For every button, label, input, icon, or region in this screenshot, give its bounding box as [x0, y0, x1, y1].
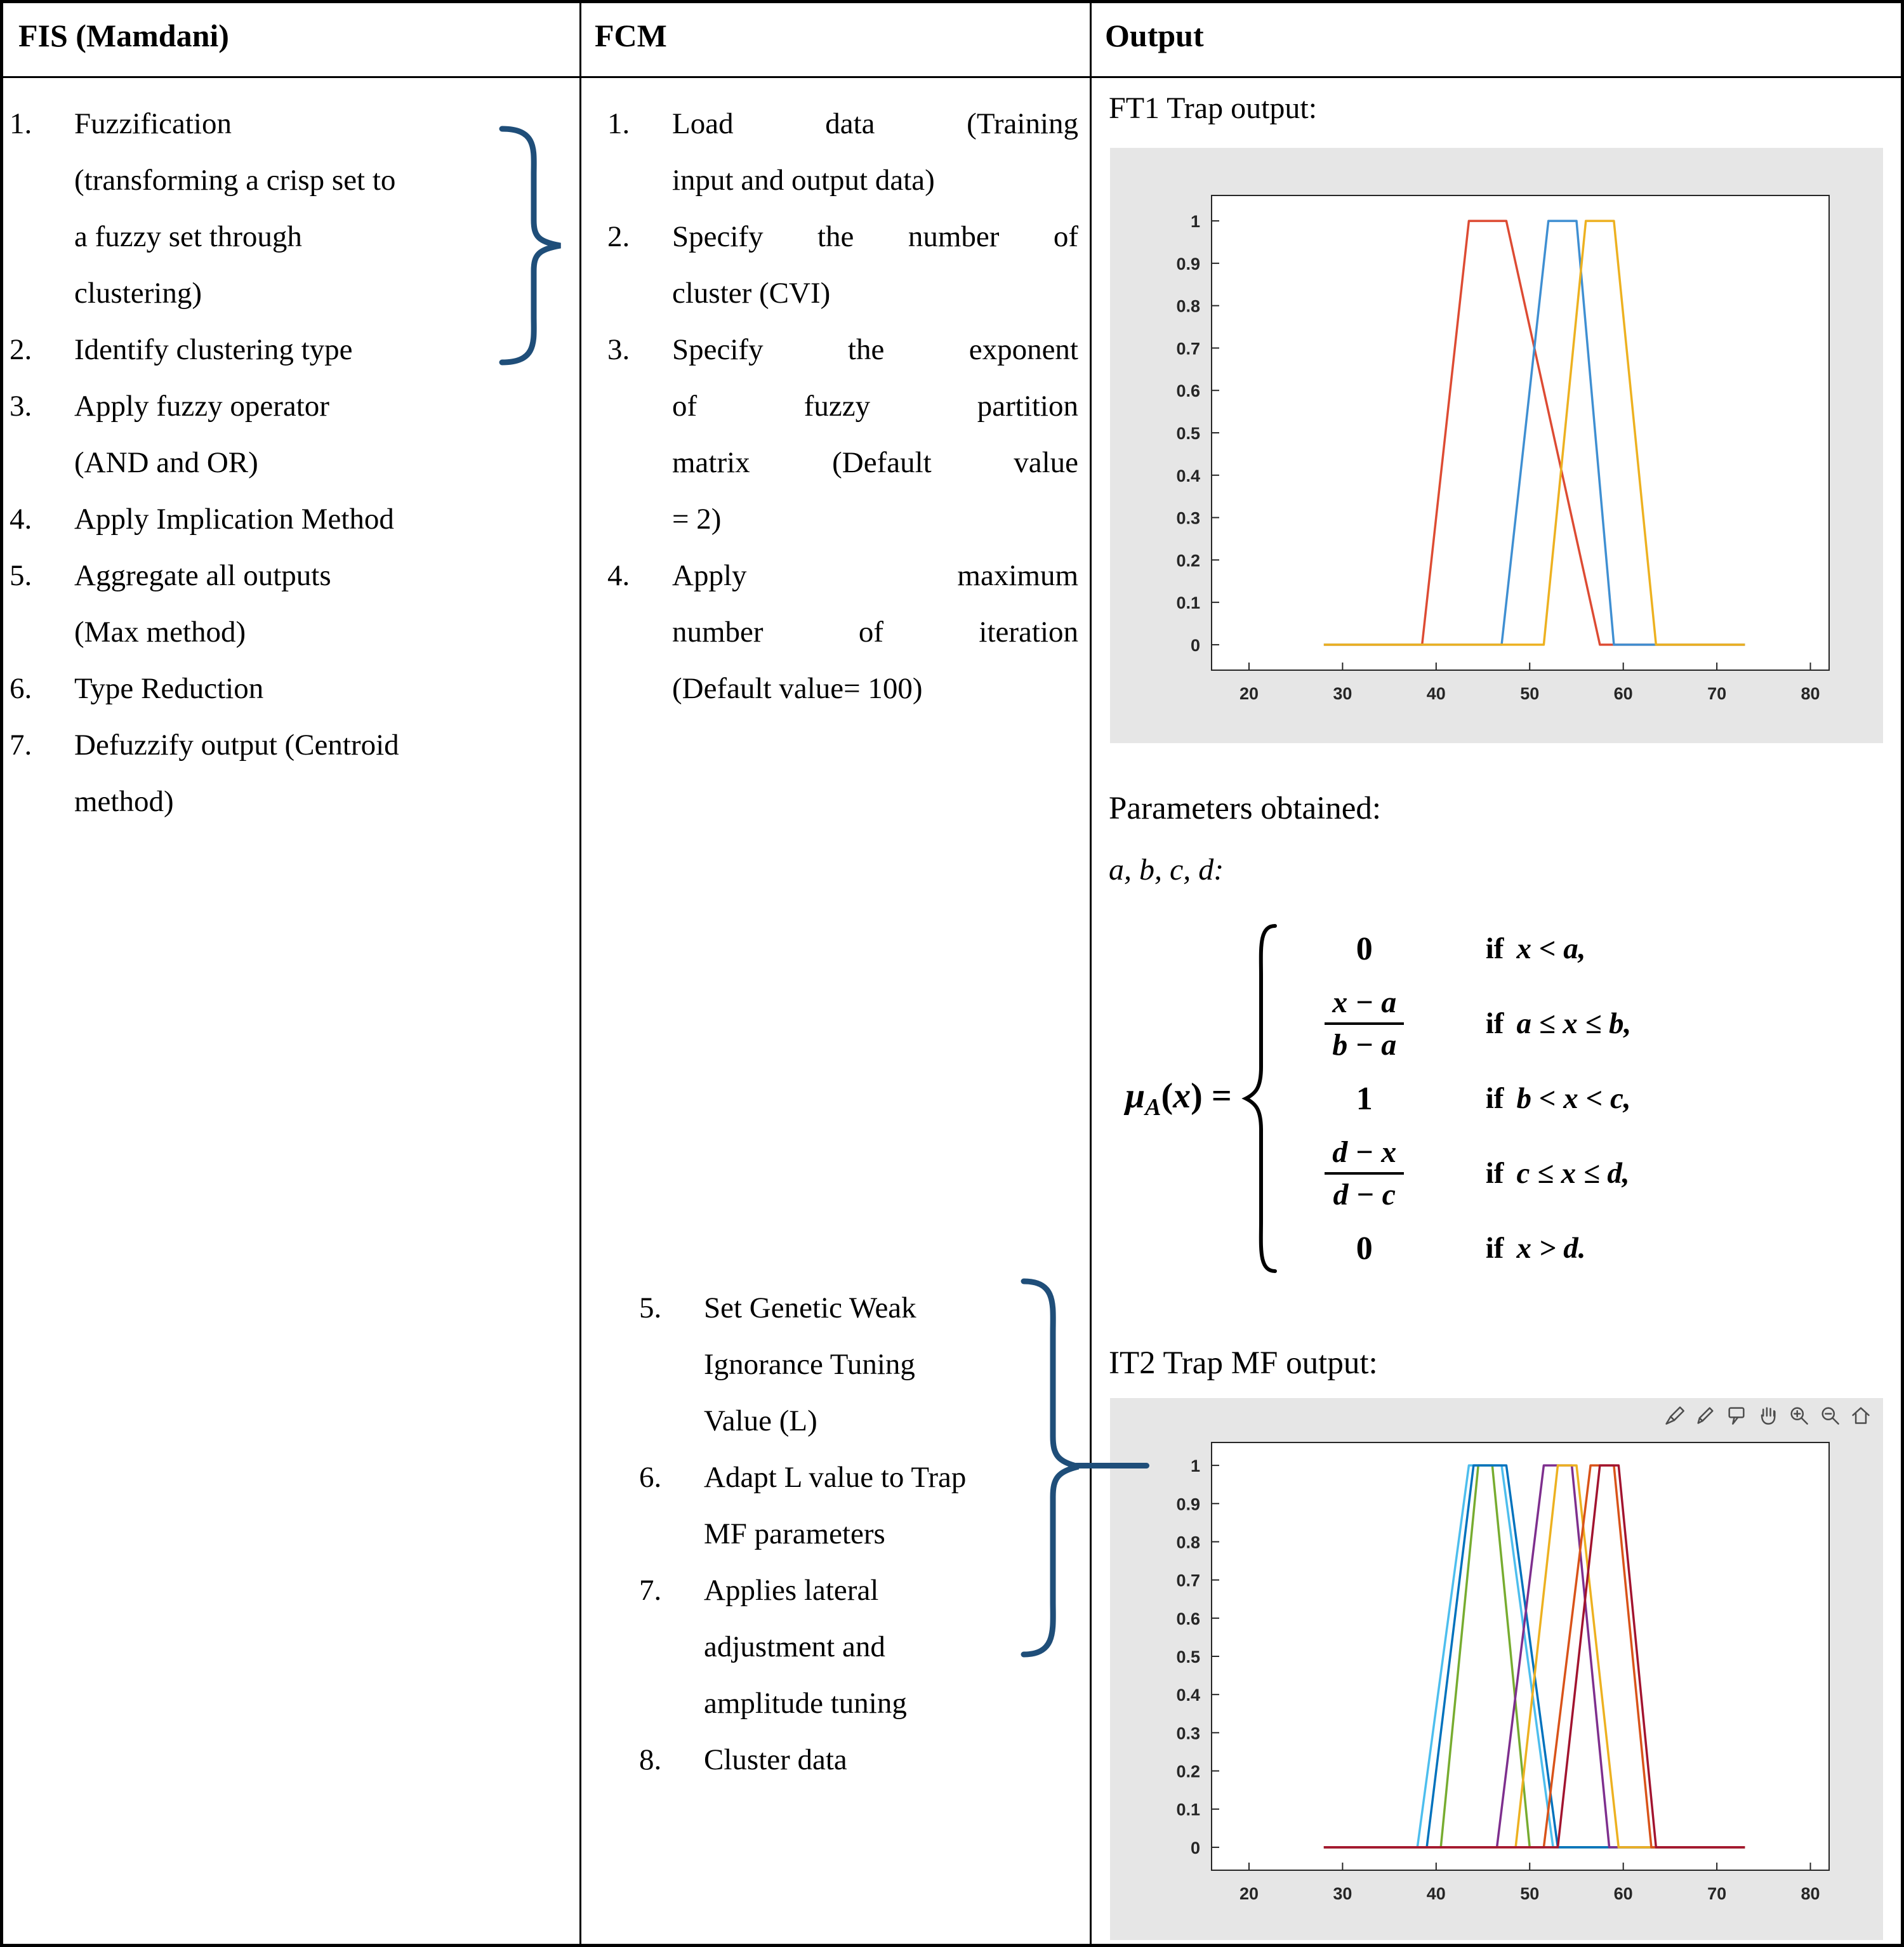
- column-header-output: Output: [1105, 18, 1204, 53]
- y-tick-label: 0.7: [1176, 1571, 1200, 1590]
- x-tick-label: 20: [1239, 684, 1259, 703]
- y-tick-label: 0.4: [1176, 466, 1200, 485]
- column-divider: [579, 3, 581, 1944]
- list-item-number: 1.: [10, 107, 32, 140]
- pan-icon[interactable]: [1757, 1404, 1778, 1426]
- list-item-text: [672, 322, 1078, 548]
- fcm-steps-list-part2: [639, 1280, 1083, 1788]
- list-item: [639, 1732, 1083, 1788]
- formula-case-row: [1285, 1072, 1632, 1125]
- list-item-number: 4.: [607, 559, 630, 592]
- home-icon[interactable]: [1850, 1404, 1872, 1426]
- y-tick-label: 0.3: [1176, 508, 1200, 528]
- list-item-line: Fuzzification: [74, 107, 232, 140]
- list-item-number: 6.: [639, 1461, 662, 1494]
- formula-case-row: [1285, 1125, 1632, 1222]
- list-item-text: [672, 209, 1078, 322]
- formula-case-value: 0: [1356, 1230, 1373, 1267]
- list-item-text: [672, 96, 1078, 209]
- list-item-number: 4.: [10, 503, 32, 536]
- list-item-line: cluster (CVI): [672, 277, 831, 310]
- list-item: [10, 378, 573, 491]
- fcm-steps-list-part1: [607, 96, 1078, 717]
- list-item-number: 2.: [607, 220, 630, 253]
- condition-expression: a ≤ x ≤ b,: [1516, 1007, 1632, 1040]
- if-keyword: if: [1485, 1007, 1504, 1040]
- list-item-line: Apply maximum: [672, 559, 1078, 592]
- list-item: [607, 96, 1078, 209]
- it2-trap-chart-panel: [1110, 1398, 1883, 1940]
- x-tick-label: 20: [1239, 1884, 1259, 1903]
- x-tick-label: 60: [1613, 684, 1633, 703]
- formula-case-condition: [1486, 932, 1586, 966]
- formula-case-row: [1285, 922, 1632, 975]
- formula-case-condition: [1486, 1156, 1630, 1191]
- x-tick-label: 70: [1707, 1884, 1727, 1903]
- list-item-line: Identify clustering type: [74, 333, 353, 366]
- parameters-obtained-label: Parameters obtained:: [1109, 791, 1382, 826]
- list-item-number: 5.: [639, 1291, 662, 1324]
- x-tick-label: 50: [1520, 1884, 1540, 1903]
- condition-expression: x < a,: [1516, 932, 1586, 965]
- list-item-line: MF parameters: [704, 1517, 885, 1550]
- formula-case-condition: [1486, 1081, 1631, 1116]
- ft1-output-label: FT1 Trap output:: [1109, 91, 1318, 125]
- if-keyword: if: [1485, 1232, 1504, 1265]
- brace-annotation-fis: [497, 125, 567, 366]
- condition-expression: b < x < c,: [1516, 1082, 1631, 1115]
- fraction-numerator: d − x: [1325, 1135, 1404, 1175]
- fraction: [1325, 985, 1404, 1062]
- formula-case-value: 0: [1356, 930, 1373, 967]
- pencil-icon[interactable]: [1695, 1404, 1716, 1426]
- list-item: [10, 96, 573, 322]
- fraction-denominator: d − c: [1333, 1178, 1396, 1211]
- fraction: [1325, 1135, 1404, 1212]
- list-item-line: (transforming a crisp set to: [74, 164, 396, 197]
- brush-icon[interactable]: [1663, 1404, 1685, 1426]
- formula-left-brace: [1241, 922, 1279, 1275]
- datatip-icon[interactable]: [1726, 1404, 1747, 1426]
- list-item-text: [74, 548, 573, 661]
- list-item-text: [74, 491, 573, 548]
- condition-expression: x > d.: [1516, 1232, 1586, 1265]
- list-item-line: (Default value= 100): [672, 672, 923, 705]
- list-item: [639, 1562, 1083, 1732]
- fis-steps-list: [10, 96, 573, 830]
- y-tick-label: 0.4: [1176, 1686, 1200, 1705]
- condition-expression: c ≤ x ≤ d,: [1516, 1157, 1630, 1190]
- formula-case-row: [1285, 975, 1632, 1072]
- list-item-text: [74, 378, 573, 491]
- list-item-line: method): [74, 785, 174, 818]
- x-tick-label: 30: [1333, 684, 1352, 703]
- if-keyword: if: [1485, 1157, 1504, 1190]
- figure-toolbar: [1663, 1404, 1872, 1426]
- zoom-in-icon[interactable]: [1788, 1404, 1809, 1426]
- list-item-text: [672, 548, 1078, 717]
- list-item-line: Value (L): [704, 1404, 817, 1437]
- y-tick-label: 0.3: [1176, 1724, 1200, 1743]
- formula-lhs: $\mu_A(x)$ =: [1125, 1076, 1232, 1121]
- formula-case-condition: [1486, 1231, 1586, 1265]
- y-tick-label: 0.7: [1176, 339, 1200, 359]
- list-item: [10, 491, 573, 548]
- formula-cases: [1285, 922, 1632, 1275]
- list-item-line: Specify the number of: [672, 220, 1078, 253]
- if-keyword: if: [1485, 1082, 1504, 1115]
- x-tick-label: 80: [1801, 1884, 1820, 1903]
- y-tick-label: 0: [1190, 635, 1200, 655]
- list-item: [10, 717, 573, 830]
- list-item-number: 2.: [10, 333, 32, 366]
- list-item: [639, 1449, 1083, 1562]
- list-item-number: 3.: [10, 390, 32, 423]
- x-tick-label: 80: [1801, 684, 1820, 703]
- y-tick-label: 0.8: [1176, 296, 1200, 316]
- zoom-out-icon[interactable]: [1819, 1404, 1841, 1426]
- list-item-line: Apply Implication Method: [74, 503, 394, 536]
- list-item-line: of fuzzy partition: [672, 390, 1078, 423]
- x-tick-label: 30: [1333, 1884, 1352, 1903]
- x-tick-label: 70: [1707, 684, 1727, 703]
- list-item-number: 3.: [607, 333, 630, 366]
- list-item-line: amplitude tuning: [704, 1687, 907, 1720]
- header-divider: [3, 76, 1901, 78]
- list-item-line: (Max method): [74, 616, 246, 649]
- list-item-line: number of iteration: [672, 616, 1078, 649]
- x-tick-label: 50: [1520, 684, 1540, 703]
- trapezoidal-membership-function-formula: [1125, 922, 1631, 1275]
- list-item-text: [74, 717, 573, 830]
- list-item-line: Type Reduction: [74, 672, 264, 705]
- y-tick-label: 0: [1190, 1838, 1200, 1858]
- ft1-trap-chart-panel: [1110, 148, 1883, 743]
- list-item: [607, 322, 1078, 548]
- list-item-line: Applies lateral: [704, 1574, 879, 1607]
- fraction-denominator: b − a: [1332, 1028, 1397, 1062]
- list-item-line: Ignorance Tuning: [704, 1348, 915, 1381]
- list-item-line: Aggregate all outputs: [74, 559, 331, 592]
- formula-case-value: [1285, 985, 1444, 1062]
- formula-case-row: [1285, 1222, 1632, 1275]
- list-item: [10, 661, 573, 717]
- formula-case-value: 1: [1356, 1080, 1373, 1117]
- fraction-numerator: x − a: [1325, 985, 1404, 1025]
- y-tick-label: 0.5: [1176, 1647, 1200, 1666]
- if-keyword: if: [1485, 932, 1504, 965]
- x-tick-label: 40: [1426, 1884, 1446, 1903]
- brace-annotation-fcm: [1019, 1277, 1082, 1658]
- list-item-line: input and output data): [672, 164, 935, 197]
- list-item-line: Apply fuzzy operator: [74, 390, 329, 423]
- formula-case-condition: [1486, 1006, 1632, 1041]
- list-item-text: [74, 661, 573, 717]
- y-tick-label: 0.1: [1176, 593, 1200, 613]
- column-header-fis: FIS (Mamdani): [18, 18, 229, 53]
- y-tick-label: 1: [1190, 1456, 1200, 1476]
- y-tick-label: 0.8: [1176, 1533, 1200, 1552]
- list-item-line: adjustment and: [704, 1630, 885, 1663]
- y-tick-label: 0.6: [1176, 1609, 1200, 1628]
- list-item: [607, 209, 1078, 322]
- list-item-number: 8.: [639, 1743, 662, 1776]
- list-item-line: Specify the exponent: [672, 333, 1078, 366]
- y-tick-label: 0.9: [1176, 254, 1200, 274]
- list-item-line: Load data (Training: [672, 107, 1078, 140]
- list-item-line: a fuzzy set through: [74, 220, 302, 253]
- list-item-line: Cluster data: [704, 1743, 847, 1776]
- x-tick-label: 40: [1426, 684, 1446, 703]
- y-tick-label: 0.5: [1176, 424, 1200, 443]
- list-item-text: [704, 1732, 1083, 1788]
- y-tick-label: 1: [1190, 212, 1200, 232]
- ft1-trap-chart: [1110, 148, 1883, 743]
- list-item-number: 5.: [10, 559, 32, 592]
- formula-case-value: [1285, 1135, 1444, 1212]
- y-tick-label: 0.9: [1176, 1495, 1200, 1514]
- list-item-number: 6.: [10, 672, 32, 705]
- list-item-line: = 2): [672, 503, 722, 536]
- brace-connector-line: [1073, 1463, 1149, 1468]
- list-item-number: 1.: [607, 107, 630, 140]
- y-tick-label: 0.2: [1176, 1762, 1200, 1781]
- list-item-line: matrix (Default value: [672, 446, 1078, 479]
- column-header-fcm: FCM: [595, 18, 667, 53]
- it2-output-label: IT2 Trap MF output:: [1109, 1345, 1378, 1381]
- y-tick-label: 0.1: [1176, 1800, 1200, 1819]
- abcd-parameters-label: a, b, c, d:: [1109, 853, 1224, 887]
- list-item-number: 7.: [10, 729, 32, 762]
- list-item-line: Set Genetic Weak: [704, 1291, 916, 1324]
- list-item: [607, 548, 1078, 717]
- list-item: [639, 1280, 1083, 1449]
- column-divider: [1090, 3, 1092, 1944]
- list-item-number: 7.: [639, 1574, 662, 1607]
- y-tick-label: 0.6: [1176, 381, 1200, 401]
- list-item-line: Adapt L value to Trap: [704, 1461, 967, 1494]
- list-item: [10, 548, 573, 661]
- list-item-line: Defuzzify output (Centroid: [74, 729, 399, 762]
- it2-trap-chart: [1110, 1398, 1883, 1940]
- x-tick-label: 60: [1613, 1884, 1633, 1903]
- list-item-line: (AND and OR): [74, 446, 258, 479]
- y-tick-label: 0.2: [1176, 551, 1200, 571]
- list-item: [10, 322, 573, 378]
- list-item-line: clustering): [74, 277, 202, 310]
